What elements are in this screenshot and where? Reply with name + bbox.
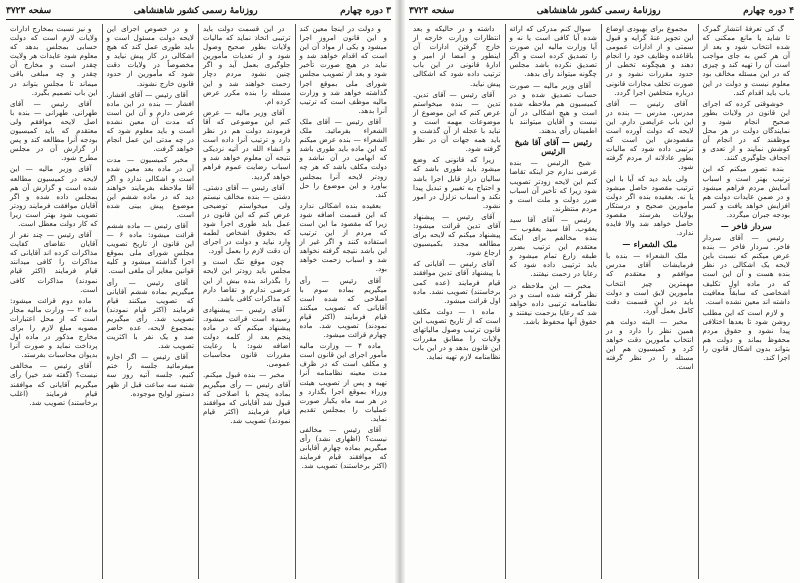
left-column <box>199 24 296 579</box>
paragraph: مخبر — البته دولت هم همین نظر را دارد و در انتخاب مأمورین دقت خواهد کرد و کمیسیون هم این مسئله را در نظر گرفته است. <box>606 316 694 372</box>
section-heading: رئیس — آقای آقا شیخ الرئیس <box>514 137 592 157</box>
paragraph: آقای رئیس — آقای ملک الشعراء بفرمائید. ملک الشعراء — بنده عرض میکنم که این ماده باید طوری باشد که ابهامی در آن نباشد و دولت مکلف باشد که هر چه زودتر لایحه آنرا بمجلس بیاورد و این موضوع را حل کند. <box>299 116 387 199</box>
paragraph: و در خصوص اجرای این لایحه دولت مسئول است و باید طوری عمل کند که هیچ اشکالی در کار پیش نیاید و مخصوصاً در ولایات دقت شود که مأمورین از حدود قانون خارج نشوند. <box>106 24 194 88</box>
paragraph: مجموع برای بهبودی اوضاع این تجویز عنهٔ گرایه و قبول سمتی و از ادارات عمومی باقاعده وظایف خود را انجام دهند و هیچگونه تخطی از حدود مقررات نشود و در صورت تخلف مجازات قانونی درباره متخلفین اجرا گردد. <box>606 24 694 97</box>
paragraph: و دولت در اینجا معین کند و این قانون امروز اجرا میشود و یکی از مواد آن این است که اقدام خواهد شد و نباید در هیچ صورت تأخیر شود و بعد از تصویب مجلس شورای ملی بموقع اجرا گذاشته خواهد شد و وزارت مالیه موظف است که ترتیب آنرا بدهد. <box>299 24 387 115</box>
paragraph: آقای رئیس — آقای دشتی. دشتی — بنده مخالف نیستم ولی میخواستم توضیحی عرض کنم که این قانون در عمل باید طوری اجرا شود که بحقوق اشخاص لطمه وارد نیاید و دولت در اجرای آن دقت لازم را بعمل آورد. <box>203 182 291 256</box>
paragraph: گ کی تعرفهٔ انتشار گمرک تا شاید یا مانع ممکنی که شده انتخاب شود و بعد از آن هر کس به جای مواجب است آن را تهیه کند و چیزی که در این مسئله مخالف بود معلوم نیست و دولت در این باب باید اقدام کند. <box>702 24 790 97</box>
right-column <box>506 24 603 579</box>
paragraph: در این قسمت دولت باید ترتیبی اتخاذ نماید که مالیات ولایات بطور صحیح وصول شود و از تعدیات مأمورین جلوگیری بعمل آید و اگر چنین نشود مردم دچار زحمت خواهند شد و این مسئله را بنده مکرر عرض کرده ام. <box>203 24 291 106</box>
paragraph: خوشوقتی کرده که اجرای این قانون در ولایات بطور صحیح انجام شود و نمایندگان دولت در هر محل موظفند که در انجام آن کوشش نمایند و از تعدی و اجحاف جلوگیری کنند. <box>702 98 790 163</box>
paragraph: آقای رئیس — رأی میگیریم بماده ششم آقایانی که تصویب میکنند قیام فرمایند (اکثر قیام نمودند) تصویب شد. رأی میگیریم بمجموع لایحه، عده حاضر صد و یک نفر با اکثریت تصویب شد. <box>106 277 194 351</box>
paragraph: رئیس — آقای سردار فاخر. سردار فاخر — بنده عرض میکنم که نسبت باین لایحه یک اشکالی در نظر بنده هست و آن این است که در ماده اول تکلیف اشخاصی که سابقاً معافیت داشته اند معین نشده است. <box>702 233 790 306</box>
left-page-columns <box>6 24 391 579</box>
paragraph: ولی باید دید که آیا با این ترتیب مقصود حاصل میشود یا نه. بعقیده بنده اگر دولت مأمورین صحیح و درستکار بولایات بفرستد مقصود حاصل خواهد شد والا فایده ندارد. <box>606 173 694 238</box>
paragraph: داشته و در حالیکه و بعد انتظارات وزارت خارجه از خارج گرفتن ادارات آن اینطور و امضا از امیر و ادارهٔ قانونی در این باب ترتیب داده شود که اشکالی پیش نیاید. <box>413 24 501 88</box>
paragraph: و نیز نسبت بمخارج ادارات ولایات لازم است که دولت حسابی بمجلس بدهد که معلوم شود عایدات هر ولایت چقدر است و مخارج آن چقدر و چه مبلغی باقی میماند تا مجلس بتواند در این باب تصمیم بگیرد. <box>10 24 98 97</box>
left-column <box>296 24 392 579</box>
right-column <box>409 24 506 579</box>
paragraph: بعقیده بنده اشکالی ندارد که این قسمت اضافه شود زیرا که مقصود ما این است که مردم از این ترتیب استفاده کنند و اگر غیر از این باشد نتیجه گرفته نخواهد شد و اسباب زحمت خواهد بود. <box>299 200 387 274</box>
right-header-title: روزنامهٔ رسمی کشور شاهنشاهی <box>536 5 661 16</box>
paragraph: آقای وزیر مالیه — این لایحه در کمیسیون مطالعه شده است و گزارش آن هم بمجلس داده شده و اگر آقایان موافقت فرمایند زودتر تصویب شود بهتر است زیرا که کار دولت معطل است. <box>10 164 98 228</box>
paragraph: سوال کنم مدرکی که ارائه شده آیا کافی است یا نه و آیا وزارت مالیه این صورت را تصدیق کرده است و اگر تصدیق نکرده باشد مجلس چگونه میتواند رأی بدهد. <box>509 24 597 79</box>
left-header-title: روزنامهٔ رسمی کشور شاهنشاهی <box>133 5 258 16</box>
left-column <box>6 24 103 579</box>
left-page-header <box>6 4 391 20</box>
paragraph: مخبر کمیسیون — مدت آن در ماده بعد معین شده است و اشکالی ندارد و اگر آقا ملاحظه بفرمایند خواهند دید که در ماده ششم این موضوع پیش بینی شده است. <box>106 155 194 219</box>
left-page <box>0 0 397 583</box>
paragraph: آقای وزیر مالیه — عرض کنم این موضوعی که آقا فرمودند دولت هم در نظر دارد و ترتیب آنرا داده است و انشاء الله در آتیه نزدیکی نتیجه آن معلوم خواهد شد و اسباب رضایت عموم فراهم خواهد گردید. <box>203 107 291 181</box>
paragraph: بنده تصور میکنم که این ترتیب بهتر است و اسباب آسایش مردم فراهم میشود و در ضمن عایدات دولت هم افزایش خواهد یافت و کسر بودجه جبران میگردد. <box>702 164 790 219</box>
paragraph: آقای رئیس — رأی میگیریم بماده سوم با اصلاحی که شده است آقایانی که تصویب میکنند قیام فرمایند (اکثر قیام نمودند) تصویب شد. ماده چهارم قرائت میشود. <box>299 275 387 340</box>
paragraph: چون موقع تنگ است و مجلس باید زودتر این لایحه را بگذراند بنده بیش از این عرضی ندارم و تقاضا دارم که مذاکرات کافی باشد. <box>203 257 291 303</box>
left-header-issue: ۳ دوره چهارم <box>340 5 391 16</box>
paragraph: آقای رئیس — پیشنهادی رسیده است قرائت میشود. پیشنهاد میکنم که در ماده پنجم بعد از کلمه دولت اضافه شود: با رعایت مقررات قانون محاسبات عمومی. <box>203 304 291 369</box>
paragraph: آقای رئیس — مخالفی نیست؟ (اظهاری نشد) رأی میگیریم بماده چهارم آقایانی که موافقند قیام فرمایند (اکثر برخاستند) تصویب شد. <box>299 425 387 471</box>
paragraph: آقای رئیس — آقای مدرس. مدرس — بنده در این باب عرایضی دارم. این لایحه که دولت آورده است مقصودش این است که ترتیبی داده شود که مالیات بطور عادلانه از مردم گرفته شود. <box>606 98 694 172</box>
right-column <box>602 24 699 579</box>
paragraph: رئیس — آقای آقا سید یعقوب. آقا سید یعقوب — بنده مخالفم برای اینکه معتقدم این ترتیب بضرر طبقه زارع تمام میشود و باید ترتیبی داده شود که رعایا در زحمت نیفتند. <box>509 214 597 279</box>
paragraph: آقای رئیس — آقای تدین. تدین — بنده میخواستم عرض کنم که این موضوع از موضوعات مهمه است و نباید با عجله از آن گذشت و باید همه جهات آن در نظر گرفته شود. <box>413 89 501 154</box>
paragraph: آقای رئیس — ماده ششم قرائت میشود: ماده ۶ — این قانون از تاریخ تصویب مجلس شورای ملی بموقع اجرا گذاشته میشود و کلیه قوانین مغایر آن ملغی است. <box>106 220 194 276</box>
right-header-page-number: سفحه ۳۷۲۴ <box>409 5 455 16</box>
paragraph: مخبر — این ملاحظه در نظر گرفته شده است و در نظامنامه ترتیبی داده خواهد شد که رعایا بزحمت نیفتند و حقوق آنها محفوظ باشد. <box>509 280 597 326</box>
right-page <box>403 0 800 583</box>
paragraph: آقای رئیس — مخالفی نیست؟ (گفته شد خیر) رأی میگیریم آقایانی که موافقند قیام فرمایند (اغلب برخاستند) تصویب شد. <box>10 361 98 407</box>
paragraph: آقای رئیس — آقای افشار. افشار — بنده در این ماده عرضی دارم و آن این است که مدت آن معین نشده است و باید معلوم شود که در چه مدتی این عمل انجام خواهد گرفت. <box>106 89 194 154</box>
paragraph: ماده دوم قرائت میشود: ماده ۲ — وزارت مالیه مجاز است که از محل اعتبارات مصوبه مبلغ لازم را برای مخارج مذکور در ماده اول پرداخت نماید و صورت آنرا بدیوان محاسبات بفرستد. <box>10 295 98 360</box>
paragraph: ماده ۴ — وزارت مالیه مأمور اجرای این قانون است و مکلف است که در ظرف مدت معینه نظامنامه آنرا تهیه و پس از تصویب هیئت وزراء بموقع اجرا بگذارد و در هر سه ماه یکبار صورت عملیات را بمجلس تقدیم نماید. <box>299 341 387 423</box>
paragraph: و لازم است که این مطلب روشن شود تا بعدها اختلافی پیدا نشود و حقوق مردم محفوظ بماند و دولت هم بتواند بدون اشکال قانون را اجرا کند. <box>702 307 790 363</box>
section-heading: ملک الشعراء — <box>622 239 678 250</box>
left-column <box>103 24 200 579</box>
paragraph: آقای رئیس — پیشنهاد آقای تدین قرائت میشود: پیشنهاد میکنم که لایحه برای مطالعه مجدد بکمیسیون ارجاع شود. <box>413 211 501 258</box>
left-header-page-number: سفحه ۳۷۲۳ <box>6 5 52 16</box>
right-header-issue: ۴ دوره چهارم <box>743 5 794 16</box>
paragraph: آقای رئیس — آقای طهرانی. طهرانی — بنده با اصل لایحه موافقم ولی معتقدم که باید کمیسیون بودجه آنرا مطالعه کند و پس از گزارش آن در مجلس مطرح شود. <box>10 98 98 163</box>
paragraph: آقای وزیر مالیه — صورت حساب تصدیق شده و در کمیسیون هم ملاحظه شده است و هیچ اشکالی در آن نیست و آقایان میتوانند با اطمینان رأی بدهند. <box>509 80 597 136</box>
section-heading: سردار فاخر — <box>720 220 772 231</box>
right-page-header <box>409 4 794 20</box>
paragraph: آقای رئیس — چند نفر از آقایان تقاضای کفایت مذاکرات کرده اند آقایانی که مذاکرات را کافی میدانند قیام فرمایند (اکثر قیام نمودند) مذاکرات کافی است. <box>10 230 98 294</box>
paragraph: مخبر — بنده قبول میکنم. آقای رئیس — رأی میگیریم بماده پنجم با اصلاحی که قبول شد آقایانی که موافقند قیام فرمایند (اکثر قیام نمودند) تصویب شد. <box>203 370 291 425</box>
paragraph: ملک الشعراء — بنده با فرمایشات آقای مدرس موافقم و معتقدم که مهمترین چیز انتخاب مأمورین لایق است و دولت باید در این قسمت دقت کامل بعمل آورد. <box>606 251 694 315</box>
paragraph: شیخ الرئیس — بنده عرضی ندارم جز اینکه تقاضا کنم این لایحه زودتر تصویب شود زیرا که تأخیر آن اسباب ضرر دولت و ملت است و مردم منتظرند. <box>509 158 597 213</box>
paragraph: زیرا که قانونی که وضع میشود باید طوری باشد که سالیان دراز قابل اجرا باشد و احتیاج به تغییر و تبدیل پیدا نکند و اسباب تزلزل در امور نشود. <box>413 155 501 210</box>
right-column <box>699 24 795 579</box>
paragraph: ماده ۱ — دولت مکلف است که از تاریخ تصویب این قانون ترتیب وصول مالیاتهای ولایات را مطابق مقررات این قانون بدهد و در این باب نظامنامه لازم تهیه نماید. <box>413 306 501 362</box>
paragraph: آقای رئیس — آقایانی که با پیشنهاد آقای تدین موافقند قیام فرمایند (عده کمی برخاستند) تصویب نشد. ماده اول قرائت میشود. <box>413 259 501 305</box>
right-page-columns <box>409 24 794 579</box>
paragraph: آقای رئیس — اگر اجازه میفرمائید جلسه را ختم کنیم، جلسه آتیه روز سه شنبه سه ساعت قبل از ظهر دستور لوایح موجوده. <box>106 352 194 398</box>
